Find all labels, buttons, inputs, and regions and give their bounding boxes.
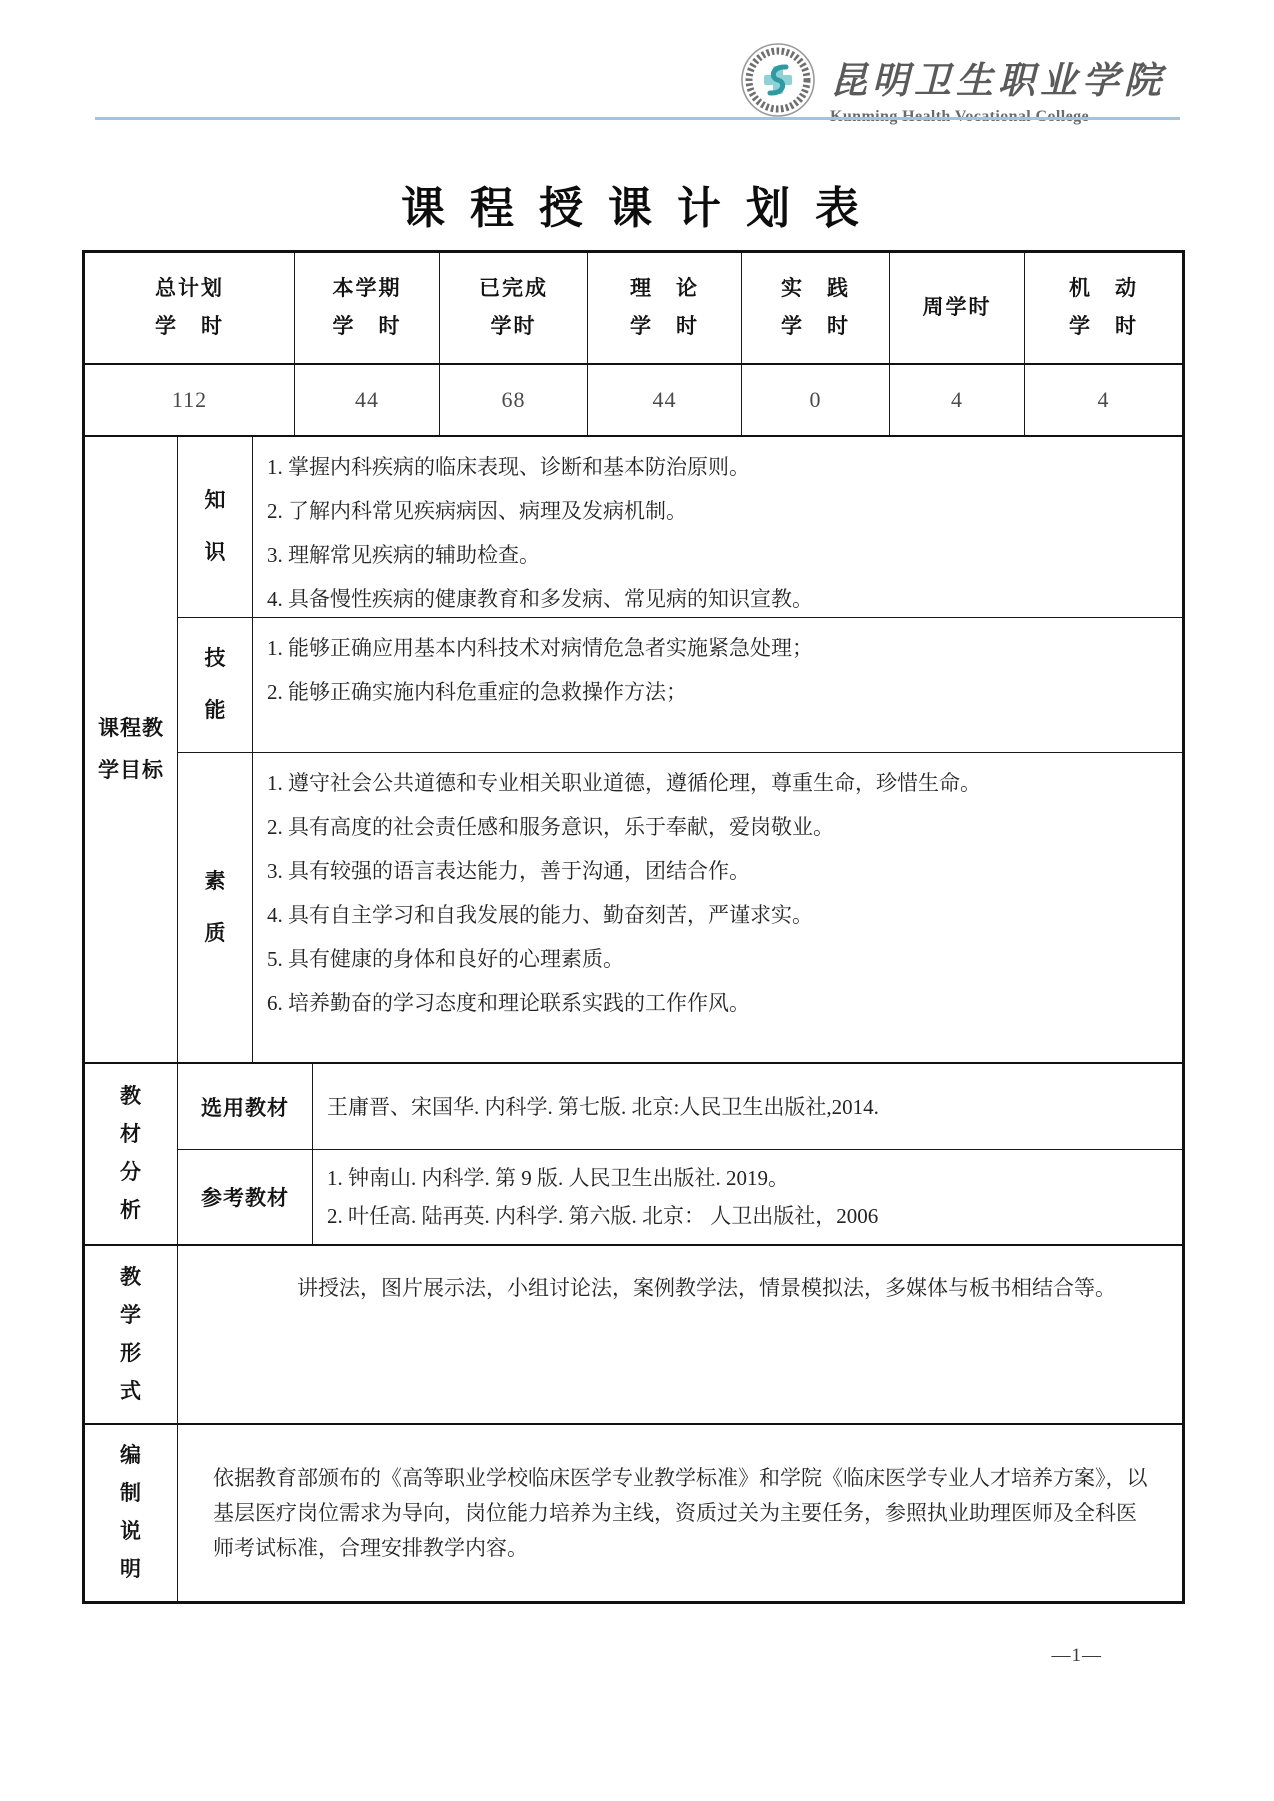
college-name-block [830, 50, 1190, 126]
hours-header-practice: 实 践 学 时 [742, 253, 890, 363]
objective-item: 4. 具备慢性疾病的健康教育和多发病、常见病的知识宣教。 [267, 587, 813, 611]
page-number: —1— [1051, 1645, 1102, 1666]
objective-item: 2. 了解内科常见疾病病因、病理及发病机制。 [267, 499, 687, 523]
hours-value-theory: 44 [588, 363, 742, 435]
college-seal-icon [740, 42, 816, 118]
textbook-entry: 1. 钟南山. 内科学. 第 9 版. 人民卫生出版社. 2019。 [327, 1166, 789, 1190]
hours-table [85, 253, 1182, 435]
hours-value-total: 112 [85, 363, 295, 435]
objectives-knowledge-items [253, 437, 1182, 617]
textbook-entry: 2. 叶任高. 陆再英. 内科学. 第六版. 北京： 人卫出版社，2006 [327, 1204, 879, 1228]
textbook-entry: 王庸晋、宋国华. 内科学. 第七版. 北京:人民卫生出版社,2014. [327, 1094, 879, 1119]
hours-value-practice: 0 [742, 363, 890, 435]
materials-row-label: 教 材 分 析 [85, 1064, 178, 1244]
objectives-quality-label: 素 质 [178, 752, 253, 1062]
teaching-format-content: 讲授法，图片展示法，小组讨论法，案例教学法，情景模拟法，多媒体与板书相结合等。 [297, 1276, 1116, 1300]
objectives-knowledge-label: 知 识 [178, 437, 253, 617]
teaching-format-row-label: 教 学 形 式 [85, 1246, 178, 1423]
objectives-section [85, 435, 1182, 1062]
objectives-quality-items [253, 752, 1182, 1062]
notes-row-label: 编 制 说 明 [85, 1425, 178, 1601]
objective-item: 1. 遵守社会公共道德和专业相关职业道德，遵循伦理，尊重生命，珍惜生命。 [267, 771, 981, 795]
page-title: 课 程 授 课 计 划 表 [401, 184, 866, 233]
objectives-row-label: 课程教 学目标 [85, 437, 178, 1062]
materials-section [85, 1062, 1182, 1244]
hours-header-weekly: 周学时 [890, 253, 1025, 363]
objective-item: 1. 能够正确应用基本内科技术对病情危急者实施紧急处理； [267, 636, 813, 660]
college-name-zh: 昆明卫生职业学院 [830, 61, 1166, 102]
hours-value-semester: 44 [295, 363, 440, 435]
objective-item: 3. 具有较强的语言表达能力，善于沟通，团结合作。 [267, 859, 750, 883]
objectives-skills-label: 技 能 [178, 617, 253, 752]
objective-item: 2. 能够正确实施内科危重症的急救操作方法； [267, 680, 687, 704]
hours-header-total: 总计划 学 时 [85, 253, 295, 363]
selected-textbook-label: 选用教材 [178, 1064, 313, 1149]
hours-header-semester: 本学期 学 时 [295, 253, 440, 363]
teaching-format-section [85, 1244, 1182, 1423]
objective-item: 2. 具有高度的社会责任感和服务意识，乐于奉献，爱岗敬业。 [267, 815, 834, 839]
hours-header-completed: 已完成 学时 [440, 253, 588, 363]
hours-value-flexible: 4 [1025, 363, 1182, 435]
hours-header-theory: 理 论 学 时 [588, 253, 742, 363]
notes-content: 依据教育部颁布的《高等职业学校临床医学专业教学标准》和学院《临床医学专业人才培养方案》，以基层医疗岗位需求为导向，岗位能力培养为主线，资质过关为主要任务，参照执业助理医师及全科医师考试标准，合理安排教学内容。 [213, 1465, 1148, 1560]
selected-textbook-content [313, 1064, 1182, 1149]
header-divider [95, 117, 1180, 120]
hours-value-completed: 68 [440, 363, 588, 435]
course-plan-table [82, 250, 1185, 1604]
objective-item: 4. 具有自主学习和自我发展的能力、勤奋刻苦，严谨求实。 [267, 903, 813, 927]
objectives-skills-items [253, 617, 1182, 752]
reference-textbook-content [313, 1149, 1182, 1244]
objective-item: 6. 培养勤奋的学习态度和理论联系实践的工作作风。 [267, 991, 750, 1015]
objective-item: 3. 理解常见疾病的辅助检查。 [267, 543, 540, 567]
hours-value-weekly: 4 [890, 363, 1025, 435]
reference-textbook-label: 参考教材 [178, 1149, 313, 1244]
hours-header-flexible: 机 动 学 时 [1069, 277, 1138, 338]
objective-item: 5. 具有健康的身体和良好的心理素质。 [267, 947, 624, 971]
notes-section [85, 1423, 1182, 1601]
objective-item: 1. 掌握内科疾病的临床表现、诊断和基本防治原则。 [267, 455, 750, 479]
